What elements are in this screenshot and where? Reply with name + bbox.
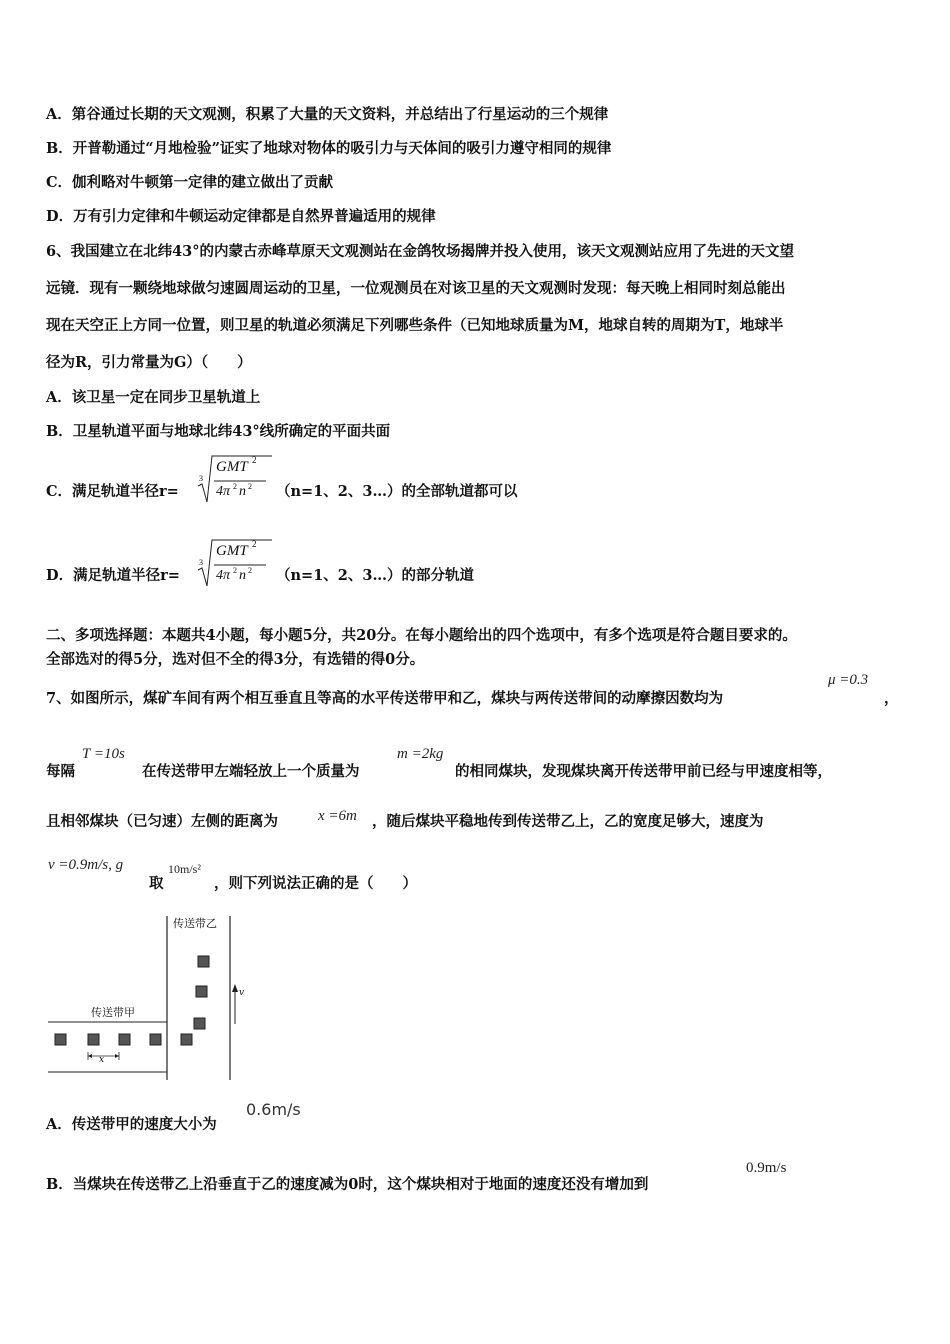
option-c-prev: C．伽利略对牛顿第一定律的建立做出了贡献 xyxy=(46,174,334,191)
q6-stem-line-1: 6、我国建立在北纬43°的内蒙古赤峰草原天文观测站在金鸽牧场揭牌并投入使用，该天文观测站应用了先进的天文望 xyxy=(46,243,795,260)
q7-take: 取 xyxy=(149,875,164,892)
formula-num-exp-c: 2 xyxy=(252,455,257,465)
q7-T-value: T =10s xyxy=(82,746,125,762)
formula-den-n-d: n xyxy=(239,568,246,583)
conveyor-diagram xyxy=(46,912,256,1084)
q7-m-value: m =2kg xyxy=(397,746,444,762)
formula-num-exp-d: 2 xyxy=(252,539,257,549)
option-b-prev: B．开普勒通过“月地检验”证实了地球对物体的吸引力与天体间的吸引力遵守相同的规律 xyxy=(46,140,612,157)
q6-stem-line-3: 现在天空正上方同一位置，则卫星的轨道必须满足下列哪些条件（已知地球质量为M，地球自转的周期为T，地球半 xyxy=(46,317,784,334)
q7-option-b-value: 0.9m/s xyxy=(746,1160,787,1176)
coal-blocks-jia xyxy=(55,1034,192,1045)
fig-label-v: v xyxy=(239,988,245,998)
q7-mu-value: μ =0.3 xyxy=(828,672,869,688)
q6-formula-d xyxy=(196,536,274,590)
q7-option-a-value: 0.6m/s xyxy=(246,1100,301,1119)
formula-num-d: GMT xyxy=(216,543,248,559)
q6-option-d-suffix: （n=1、2、3…）的部分轨道 xyxy=(276,567,474,584)
root-index-c: 3 xyxy=(199,474,203,483)
q7-option-a: A．传送带甲的速度大小为 xyxy=(46,1116,217,1133)
q6-option-d-prefix: D．满足轨道半径r= xyxy=(46,567,180,584)
root-index-d: 3 xyxy=(199,558,203,567)
q7-g-value: 10m/s² xyxy=(168,862,201,876)
conveyor-figure xyxy=(46,912,256,1084)
q7-option-b: B．当煤块在传送带乙上沿垂直于乙的速度减为0时，这个煤块相对于地面的速度还没有增加到 xyxy=(46,1176,649,1193)
q6-stem-line-2: 远镜．现有一颗绕地球做匀速圆周运动的卫星，一位观测员在对该卫星的天文观测时发现：每天晚上相同时刻总能出 xyxy=(46,280,786,297)
formula-den-n-c: n xyxy=(239,484,246,499)
q7-line3-b: ，随后煤块平稳地传到传送带乙上，乙的宽度足够大，速度为 xyxy=(372,813,764,830)
q7-line3-a: 且相邻煤块（已匀速）左侧的距离为 xyxy=(46,813,278,830)
section2-heading-line-2: 全部选对的得5分，选对但不全的得3分，有选错的得0分。 xyxy=(46,651,425,668)
option-d-prev: D．万有引力定律和牛顿运动定律都是自然界普遍适用的规律 xyxy=(46,208,436,225)
q7-stem-line-1: 7、如图所示，煤矿车间有两个相互垂直且等高的水平传送带甲和乙，煤块与两传送带间的动摩擦因数均为 xyxy=(46,690,724,707)
q6-stem-line-4: 径为R，引力常量为G）（ ） xyxy=(46,354,252,371)
q7-line4-b: ，则下列说法正确的是（ ） xyxy=(214,875,417,892)
coal-blocks-yi xyxy=(194,956,209,1029)
q7-line2-c: 的相同煤块，发现煤块离开传送带甲前已经与甲速度相等， xyxy=(455,763,832,780)
q7-line2-a: 每隔 xyxy=(46,763,75,780)
fig-label-x: x xyxy=(99,1055,105,1065)
section2-heading-line-1: 二、多项选择题：本题共4小题，每小题5分，共20分。在每小题给出的四个选项中，有多个选项是符合题目要求的。 xyxy=(46,627,797,644)
formula-den-exp2-c: 2 xyxy=(248,482,252,491)
q7-comma: ， xyxy=(884,690,899,707)
formula-den-c: 4π xyxy=(216,484,231,499)
formula-den-exp1-c: 2 xyxy=(233,482,237,491)
q6-option-b: B．卫星轨道平面与地球北纬43°线所确定的平面共面 xyxy=(46,423,391,440)
option-a-prev: A．第谷通过长期的天文观测，积累了大量的天文资料，并总结出了行星运动的三个规律 xyxy=(46,106,609,123)
fig-label-yi: 传送带乙 xyxy=(173,917,217,930)
q6-option-c-prefix: C．满足轨道半径r= xyxy=(46,483,179,500)
formula-den-exp2-d: 2 xyxy=(248,566,252,575)
q7-line2-b: 在传送带甲左端轻放上一个质量为 xyxy=(142,763,360,780)
q7-x-value: x =6m xyxy=(318,808,357,824)
q6-option-a: A．该卫星一定在同步卫星轨道上 xyxy=(46,389,261,406)
q7-v-value: v =0.9m/s, g xyxy=(48,857,124,873)
q6-option-c-suffix: （n=1、2、3…）的全部轨道都可以 xyxy=(276,483,518,500)
q6-formula-c xyxy=(196,452,274,506)
formula-den-exp1-d: 2 xyxy=(233,566,237,575)
formula-num-c: GMT xyxy=(216,459,248,475)
fig-label-jia: 传送带甲 xyxy=(91,1006,135,1019)
formula-den-d: 4π xyxy=(216,568,231,583)
